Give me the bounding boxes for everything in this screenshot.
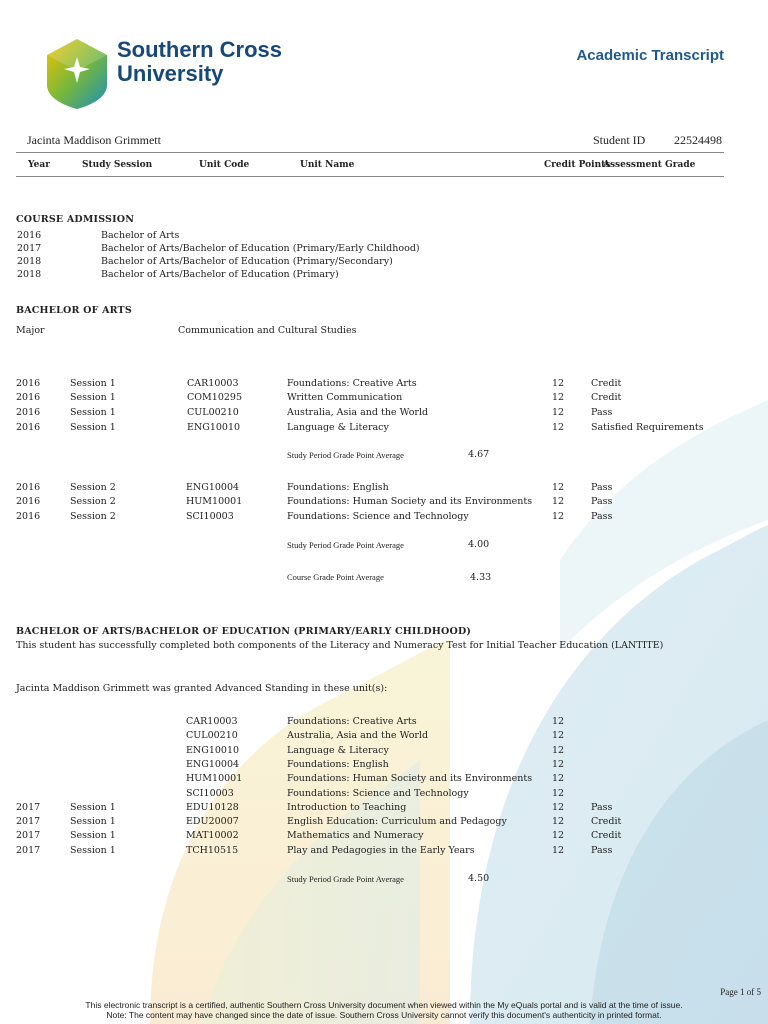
table-cell-year: 2017 <box>16 816 41 827</box>
table-cell-session: Session 1 <box>70 392 116 403</box>
table-cell-grade: Credit <box>591 816 622 827</box>
student-id-value: 22524498 <box>674 133 722 147</box>
admission-course: Bachelor of Arts/Bachelor of Education (Primary) <box>101 269 339 280</box>
table-cell-session: Session 1 <box>70 845 116 856</box>
table-cell-unit-code: ENG10004 <box>186 759 240 770</box>
table-cell-unit-name: Foundations: Science and Technology <box>287 511 469 522</box>
table-cell-unit-code: HUM10001 <box>186 773 243 784</box>
table-cell-credit-points: 12 <box>552 730 565 741</box>
table-cell-unit-name: Foundations: English <box>287 482 389 493</box>
table-cell-grade: Credit <box>591 830 622 841</box>
admission-course: Bachelor of Arts/Bachelor of Education (Primary/Early Childhood) <box>101 243 420 254</box>
section-heading-course-admission: COURSE ADMISSION <box>16 214 135 225</box>
table-cell-unit-name: Foundations: Human Society and its Environments <box>287 496 533 507</box>
table-cell-credit-points: 12 <box>552 716 565 727</box>
table-cell-unit-code: EDU10128 <box>186 802 239 813</box>
admission-year: 2016 <box>17 230 42 241</box>
table-cell-unit-code: CAR10003 <box>186 716 238 727</box>
table-cell-credit-points: 12 <box>552 830 565 841</box>
divider-top <box>16 152 724 153</box>
table-cell-unit-name: Language & Literacy <box>287 745 389 756</box>
table-cell-credit-points: 12 <box>552 745 565 756</box>
table-cell-session: Session 1 <box>70 802 116 813</box>
student-id-label: Student ID <box>593 133 646 147</box>
table-cell-grade: Pass <box>591 496 613 507</box>
footer-disclaimer-note: Note: The content may have changed since the date of issue. Southern Cross University cannot verify this document's authenticity in printed format. <box>106 1010 662 1020</box>
column-header-study-session: Study Session <box>82 160 153 170</box>
table-cell-unit-code: TCH10515 <box>186 845 239 856</box>
table-cell-grade: Pass <box>591 802 613 813</box>
table-cell-unit-name: Foundations: Human Society and its Environments <box>287 773 533 784</box>
admission-course: Bachelor of Arts/Bachelor of Education (Primary/Secondary) <box>101 256 393 267</box>
table-cell-year: 2016 <box>16 407 41 418</box>
table-cell-unit-name: Language & Literacy <box>287 422 389 433</box>
table-cell-unit-code: HUM10001 <box>186 496 243 507</box>
table-cell-year: 2016 <box>16 422 41 433</box>
table-cell-unit-code: SCI10003 <box>186 788 234 799</box>
study-period-gpa-value: 4.00 <box>468 539 490 550</box>
table-cell-credit-points: 12 <box>552 759 565 770</box>
table-cell-unit-code: ENG10004 <box>186 482 240 493</box>
table-cell-credit-points: 12 <box>552 788 565 799</box>
table-cell-session: Session 2 <box>70 496 116 507</box>
table-cell-credit-points: 12 <box>552 422 565 433</box>
footer-certification-note: This electronic transcript is a certified, authentic Southern Cross University document when viewed within the My eQuals portal and is valid at the time of issue. <box>85 1000 683 1010</box>
table-cell-grade: Satisfied Requirements <box>591 422 704 433</box>
university-name-line2: University <box>117 61 224 86</box>
table-cell-credit-points: 12 <box>552 845 565 856</box>
section-heading-bachelor-of-arts: BACHELOR OF ARTS <box>16 305 132 316</box>
table-cell-session: Session 1 <box>70 422 116 433</box>
table-cell-year: 2016 <box>16 378 41 389</box>
table-cell-year: 2016 <box>16 496 41 507</box>
study-period-gpa-label: Study Period Grade Point Average <box>287 874 404 884</box>
table-cell-unit-name: Australia, Asia and the World <box>287 730 429 741</box>
page-number: Page 1 of 5 <box>720 987 761 997</box>
table-cell-credit-points: 12 <box>552 378 565 389</box>
table-cell-unit-name: Introduction to Teaching <box>287 802 407 813</box>
table-cell-credit-points: 12 <box>552 773 565 784</box>
table-cell-year: 2017 <box>16 802 41 813</box>
table-cell-year: 2017 <box>16 845 41 856</box>
admission-course: Bachelor of Arts <box>101 230 180 241</box>
table-cell-credit-points: 12 <box>552 482 565 493</box>
university-name <box>117 38 282 86</box>
table-cell-session: Session 2 <box>70 482 116 493</box>
table-cell-unit-name: Foundations: Science and Technology <box>287 788 469 799</box>
table-cell-grade: Pass <box>591 482 613 493</box>
table-cell-grade: Pass <box>591 511 613 522</box>
column-header-unit-code: Unit Code <box>199 160 250 170</box>
table-cell-credit-points: 12 <box>552 511 565 522</box>
table-cell-unit-code: ENG10010 <box>186 745 240 756</box>
study-period-gpa-value: 4.50 <box>468 873 490 884</box>
table-cell-unit-name: Foundations: Creative Arts <box>287 378 417 389</box>
divider-header <box>16 176 724 177</box>
university-name-line1: Southern Cross <box>117 37 283 62</box>
study-period-gpa-value: 4.67 <box>468 449 490 460</box>
table-cell-unit-code: CUL00210 <box>187 407 239 418</box>
table-cell-session: Session 1 <box>70 407 116 418</box>
table-cell-session: Session 2 <box>70 511 116 522</box>
lantite-note: This student has successfully completed both components of the Literacy and Numeracy Test for Initial Teacher Education (LANTITE) <box>16 640 664 651</box>
table-cell-unit-name: Mathematics and Numeracy <box>287 830 424 841</box>
table-cell-year: 2016 <box>16 511 41 522</box>
column-header-assessment-grade: Assessment Grade <box>603 160 696 170</box>
table-cell-unit-name: Play and Pedagogies in the Early Years <box>287 845 475 856</box>
table-cell-unit-code: SCI10003 <box>186 511 234 522</box>
table-cell-unit-code: MAT10002 <box>186 830 239 841</box>
table-cell-unit-name: Written Communication <box>287 392 403 403</box>
course-gpa-value: 4.33 <box>470 572 492 583</box>
table-cell-credit-points: 12 <box>552 816 565 827</box>
section-heading-ba-bed: BACHELOR OF ARTS/BACHELOR OF EDUCATION (PRIMARY/EARLY CHILDHOOD) <box>16 626 472 637</box>
column-header-credit-points: Credit Points <box>544 160 611 170</box>
table-cell-grade: Credit <box>591 378 622 389</box>
table-cell-year: 2016 <box>16 482 41 493</box>
table-cell-credit-points: 12 <box>552 407 565 418</box>
admission-year: 2018 <box>17 256 42 267</box>
admission-year: 2017 <box>17 243 42 254</box>
major-label: Major <box>16 325 45 336</box>
table-cell-unit-code: CAR10003 <box>187 378 239 389</box>
table-cell-grade: Pass <box>591 845 613 856</box>
document-title: Academic Transcript <box>576 47 724 64</box>
table-cell-session: Session 1 <box>70 830 116 841</box>
course-gpa-label: Course Grade Point Average <box>287 572 384 582</box>
table-cell-session: Session 1 <box>70 378 116 389</box>
table-cell-session: Session 1 <box>70 816 116 827</box>
column-header-year: Year <box>28 160 50 170</box>
advanced-standing-note: Jacinta Maddison Grimmett was granted Advanced Standing in these unit(s): <box>16 683 388 694</box>
study-period-gpa-label: Study Period Grade Point Average <box>287 450 404 460</box>
table-cell-grade: Credit <box>591 392 622 403</box>
table-cell-credit-points: 12 <box>552 496 565 507</box>
table-cell-unit-name: Foundations: Creative Arts <box>287 716 417 727</box>
table-cell-credit-points: 12 <box>552 802 565 813</box>
table-cell-unit-code: EDU20007 <box>186 816 239 827</box>
major-value: Communication and Cultural Studies <box>178 325 357 336</box>
student-name: Jacinta Maddison Grimmett <box>27 133 161 147</box>
table-cell-unit-code: CUL00210 <box>186 730 238 741</box>
table-cell-credit-points: 12 <box>552 392 565 403</box>
table-cell-unit-name: Australia, Asia and the World <box>287 407 429 418</box>
admission-year: 2018 <box>17 269 42 280</box>
table-cell-unit-code: ENG10010 <box>187 422 241 433</box>
study-period-gpa-label: Study Period Grade Point Average <box>287 540 404 550</box>
table-cell-unit-code: COM10295 <box>187 392 243 403</box>
table-cell-unit-name: English Education: Curriculum and Pedagogy <box>287 816 507 827</box>
university-logo-icon <box>44 37 110 111</box>
table-cell-year: 2017 <box>16 830 41 841</box>
table-cell-year: 2016 <box>16 392 41 403</box>
table-cell-unit-name: Foundations: English <box>287 759 389 770</box>
column-header-unit-name: Unit Name <box>300 160 355 170</box>
table-cell-grade: Pass <box>591 407 613 418</box>
